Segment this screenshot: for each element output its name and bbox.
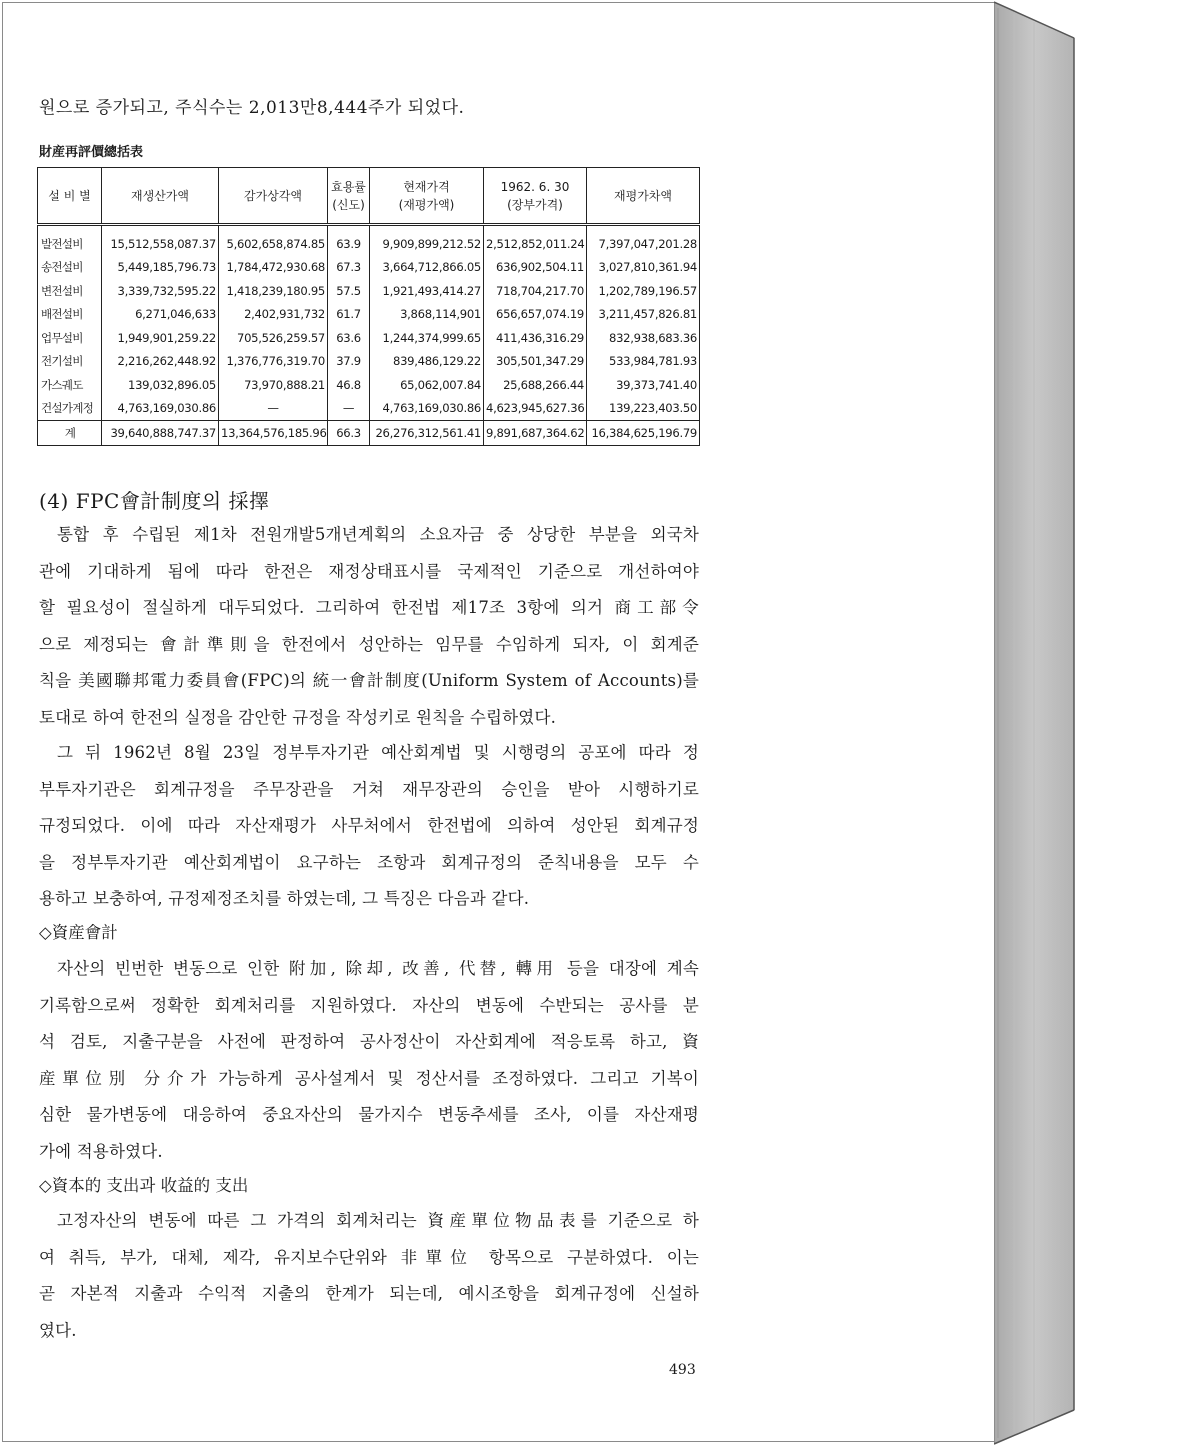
table-cell: 37.9 (328, 350, 370, 374)
table-cell: 15,512,558,087.37 (102, 225, 219, 256)
row-label: 계 (38, 421, 102, 446)
table-cell: 3,868,114,901 (370, 303, 484, 327)
text-line: 토대로 하여 한전의 실정을 감안한 규정을 작성키로 원칙을 수립하였다. (39, 707, 557, 727)
table-cell: 4,623,945,627.36 (484, 397, 587, 421)
table-cell: 832,938,683.36 (587, 326, 700, 350)
table-cell: 3,211,457,826.81 (587, 303, 700, 327)
book-page (2, 2, 994, 1442)
table-header-cell (587, 168, 700, 225)
text-line: 할 필요성이 절실하게 대두되었다. 그리하여 한전법 제17조 3항에 의거 商工部令 (39, 598, 699, 617)
table-header-cell (219, 168, 328, 225)
text-line: 용하고 보충하여, 규정제정조치를 하였는데, 그 특징은 다음과 같다. (39, 889, 530, 908)
table-cell: 7,397,047,201.28 (587, 225, 700, 256)
text-line: 곧 자본적 지출과 수익적 지출의 한계가 되는데, 예시조항을 회계규정에 신설하 (39, 1284, 699, 1303)
table-cell: 2,216,262,448.92 (102, 350, 219, 374)
table-cell: 411,436,316.29 (484, 326, 587, 350)
table-header-text: 현재가격 (403, 179, 450, 194)
text-line: 기록함으로써 정확한 회계처리를 지원하였다. 자산의 변동에 수반되는 공사를 분 (39, 995, 699, 1015)
table-cell: 9,891,687,364.62 (484, 421, 587, 446)
row-label: 건설가계정 (38, 397, 102, 421)
table-header-text: (신도) (332, 197, 365, 212)
text-line: 가에 적용하였다. (39, 1141, 163, 1161)
table-cell: 9,909,899,212.52 (370, 225, 484, 256)
table-row (38, 397, 700, 421)
table-header-text: 감가상각액 (244, 188, 302, 203)
table-title: 財産再評價總括表 (39, 145, 144, 160)
text-line: 産單位別 分介가 가능하게 공사설계서 및 정산서를 조정하였다. 그리고 기복이 (39, 1068, 699, 1088)
table-cell: 6,271,046,633 (102, 303, 219, 327)
table-cell: 26,276,312,561.41 (370, 421, 484, 446)
table-cell: 5,449,185,796.73 (102, 256, 219, 280)
text-line: 을 정부투자기관 예산회계법이 요구하는 조항과 회계규정의 준칙내용을 모두 수 (39, 852, 699, 872)
table-header-text: 1962. 6. 30 (500, 179, 570, 194)
table-header-cell (328, 168, 370, 225)
table-cell: 533,984,781.93 (587, 350, 700, 374)
paragraph-4 (39, 1203, 699, 1349)
table-cell: 1,418,239,180.95 (219, 279, 328, 303)
subhead-asset-accounting: ◇資産會計 (39, 923, 118, 942)
paragraph-2 (39, 735, 699, 918)
table-cell: 46.8 (328, 373, 370, 397)
table-cell: 139,223,403.50 (587, 397, 700, 421)
table-cell: 305,501,347.29 (484, 350, 587, 374)
table-cell: 4,763,169,030.86 (370, 397, 484, 421)
table-cell: 3,664,712,866.05 (370, 256, 484, 280)
table-row (38, 256, 700, 280)
text-line: 였다. (39, 1320, 77, 1340)
table-cell: 63.9 (328, 225, 370, 256)
revaluation-table-container (37, 167, 699, 446)
row-label: 변전설비 (38, 279, 102, 303)
text-line: 칙을 美國聯邦電力委員會(FPC)의 統一會計制度(Uniform System of Accounts)를 (39, 671, 699, 690)
table-header-cell (38, 168, 102, 225)
table-cell: 57.5 (328, 279, 370, 303)
text-line: 규정되었다. 이에 따라 자산재평가 사무처에서 한전법에 의하여 성안된 회계규정 (39, 816, 699, 835)
table-cell: 39,640,888,747.37 (102, 421, 219, 446)
row-label: 발전설비 (38, 225, 102, 256)
table-cell: 839,486,129.22 (370, 350, 484, 374)
section-heading: (4) FPC會計制度의 採擇 (39, 489, 270, 513)
table-cell: 5,602,658,874.85 (219, 225, 328, 256)
row-label: 송전설비 (38, 256, 102, 280)
table-cell: 63.6 (328, 326, 370, 350)
table-row (38, 279, 700, 303)
row-label: 배전설비 (38, 303, 102, 327)
text-line: 자산의 빈번한 변동으로 인한 附加, 除却, 改善, 代替, 轉用 등을 대장에 계속 (57, 959, 699, 978)
table-cell: 1,376,776,319.70 (219, 350, 328, 374)
row-label: 전기설비 (38, 350, 102, 374)
table-cell: 16,384,625,196.79 (587, 421, 700, 446)
table-header-cell (102, 168, 219, 225)
table-cell: 1,921,493,414.27 (370, 279, 484, 303)
page-number: 493 (669, 1362, 696, 1378)
table-cell: 3,339,732,595.22 (102, 279, 219, 303)
table-header-text: 설 비 별 (48, 188, 91, 203)
table-header-text: (장부가격) (507, 197, 563, 212)
text-line: 부투자기관은 회계규정을 주무장관을 거쳐 재무장관의 승인을 받아 시행하기로 (39, 779, 699, 799)
table-cell: — (328, 397, 370, 421)
text-line: 그 뒤 1962년 8월 23일 정부투자기관 예산회계법 및 시행령의 공포에 따라 정 (57, 743, 699, 762)
table-header-text: 재평가차액 (614, 188, 672, 203)
paragraph-3 (39, 951, 699, 1170)
table-cell: 13,364,576,185.96 (219, 421, 328, 446)
intro-line: 원으로 증가되고, 주식수는 2,013만8,444주가 되었다. (39, 98, 465, 118)
table-cell: 656,657,074.19 (484, 303, 587, 327)
table-cell: 3,027,810,361.94 (587, 256, 700, 280)
table-cell: 2,512,852,011.24 (484, 225, 587, 256)
table-cell: 636,902,504.11 (484, 256, 587, 280)
text-line: 통합 후 수립된 제1차 전원개발5개년계획의 소요자금 중 상당한 부분을 외국차 (57, 525, 699, 544)
table-cell: 705,526,259.57 (219, 326, 328, 350)
paragraph-1 (39, 517, 699, 736)
table-body (38, 225, 700, 446)
table-cell: 1,202,789,196.57 (587, 279, 700, 303)
table-cell: — (219, 397, 328, 421)
table-row (38, 350, 700, 374)
table-header-row (38, 168, 700, 225)
table-row (38, 373, 700, 397)
table-cell: 1,784,472,930.68 (219, 256, 328, 280)
table-header-text: 재생산가액 (131, 188, 189, 203)
text-line: 심한 물가변동에 대응하여 중요자산의 물가지수 변동추세를 조사, 이를 자산재평 (39, 1105, 699, 1124)
book-edge-illustration (994, 0, 1191, 1446)
text-line: 여 취득, 부가, 대체, 제각, 유지보수단위와 非單位 항목으로 구분하였다. 이는 (39, 1247, 699, 1267)
table-cell: 4,763,169,030.86 (102, 397, 219, 421)
table-row (38, 326, 700, 350)
table-cell: 67.3 (328, 256, 370, 280)
table-total-row (38, 421, 700, 446)
table-cell: 65,062,007.84 (370, 373, 484, 397)
text-line: 관에 기대하게 됨에 따라 한전은 재정상태표시를 국제적인 기준으로 개선하여야 (39, 561, 699, 581)
table-cell: 73,970,888.21 (219, 373, 328, 397)
table-cell: 61.7 (328, 303, 370, 327)
table-row (38, 225, 700, 256)
text-line: 고정자산의 변동에 따른 그 가격의 회계처리는 資産單位物品表를 기준으로 하 (57, 1211, 699, 1230)
table-cell: 1,244,374,999.65 (370, 326, 484, 350)
table-header-text: (재평가액) (398, 197, 455, 212)
text-line: 으로 제정되는 會計準則을 한전에서 성안하는 임무를 수임하게 되자, 이 회계준 (39, 634, 699, 654)
table-cell: 39,373,741.40 (587, 373, 700, 397)
table-cell: 2,402,931,732 (219, 303, 328, 327)
table-cell: 1,949,901,259.22 (102, 326, 219, 350)
subhead-capital-revenue-expenditure: ◇資本的 支出과 收益的 支出 (39, 1176, 249, 1195)
table-cell: 66.3 (328, 421, 370, 446)
row-label: 가스궤도 (38, 373, 102, 397)
table-cell: 25,688,266.44 (484, 373, 587, 397)
row-label: 업무설비 (38, 326, 102, 350)
table-header-text: 효용률 (331, 179, 366, 194)
table-cell: 718,704,217.70 (484, 279, 587, 303)
table-cell: 139,032,896.05 (102, 373, 219, 397)
table-header-cell (484, 168, 587, 225)
table-header (38, 168, 700, 225)
text-line: 석 검토, 지출구분을 사전에 판정하여 공사정산이 자산회계에 적응토록 하고, 資 (39, 1032, 699, 1051)
table-row (38, 303, 700, 327)
table-header-cell (370, 168, 484, 225)
revaluation-table (37, 167, 700, 446)
